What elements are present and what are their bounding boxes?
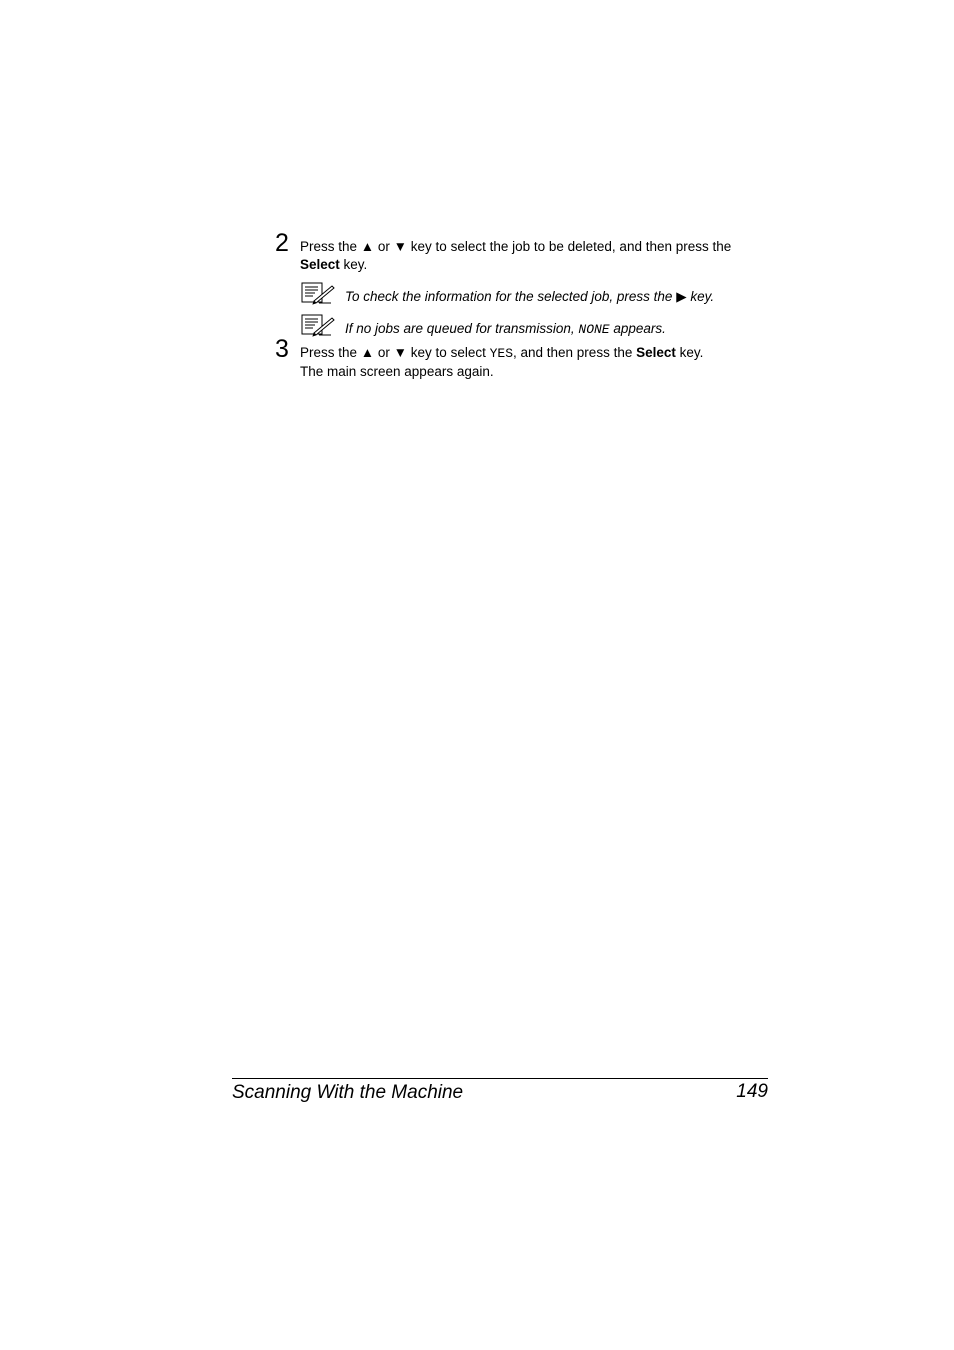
footer-chapter-title: Scanning With the Machine [232, 1082, 464, 1103]
step-3-text [300, 344, 770, 381]
step-2-text-start: Press the [300, 239, 361, 254]
note-2-text-end: appears. [609, 321, 666, 336]
step-3-result: The main screen appears again. [300, 364, 494, 379]
up-arrow-icon: ▲ [360, 345, 375, 360]
step-3-or: or [374, 345, 394, 360]
down-arrow-icon: ▼ [393, 239, 408, 254]
note-2-text-start: If no jobs are queued for transmission, [345, 321, 579, 336]
footer-divider [232, 1078, 768, 1079]
step-3-key-word: key. [675, 345, 704, 360]
step-3-text-start: Press the [300, 345, 361, 360]
note-2-text [345, 320, 666, 339]
footer-page-number: 149 [736, 1081, 768, 1102]
note-1-text [345, 288, 714, 306]
step-2-or: or [374, 239, 394, 254]
select-key-label: Select [636, 345, 676, 360]
step-3-text-post: , and then press the [513, 345, 637, 360]
down-arrow-icon: ▼ [393, 345, 408, 360]
note-pencil-icon [301, 282, 335, 306]
step-3-text-mid: key to select [407, 345, 490, 360]
none-code-label: NONE [578, 322, 610, 337]
step-2-key-word: key. [339, 257, 368, 272]
note-1-text-start: To check the information for the selected job, press the [345, 289, 677, 304]
step-number-2: 2 [275, 229, 289, 257]
step-2-text [300, 238, 770, 274]
step-number-3: 3 [275, 335, 289, 363]
note-pencil-icon [301, 314, 335, 338]
step-2-text-end: key to select the job to be deleted, and then press the [407, 239, 732, 254]
select-key-label: Select [300, 257, 340, 272]
up-arrow-icon: ▲ [360, 239, 375, 254]
yes-code-label: YES [489, 346, 513, 361]
note-1-text-end: key. [686, 289, 715, 304]
right-arrow-icon: ▶ [676, 289, 687, 304]
